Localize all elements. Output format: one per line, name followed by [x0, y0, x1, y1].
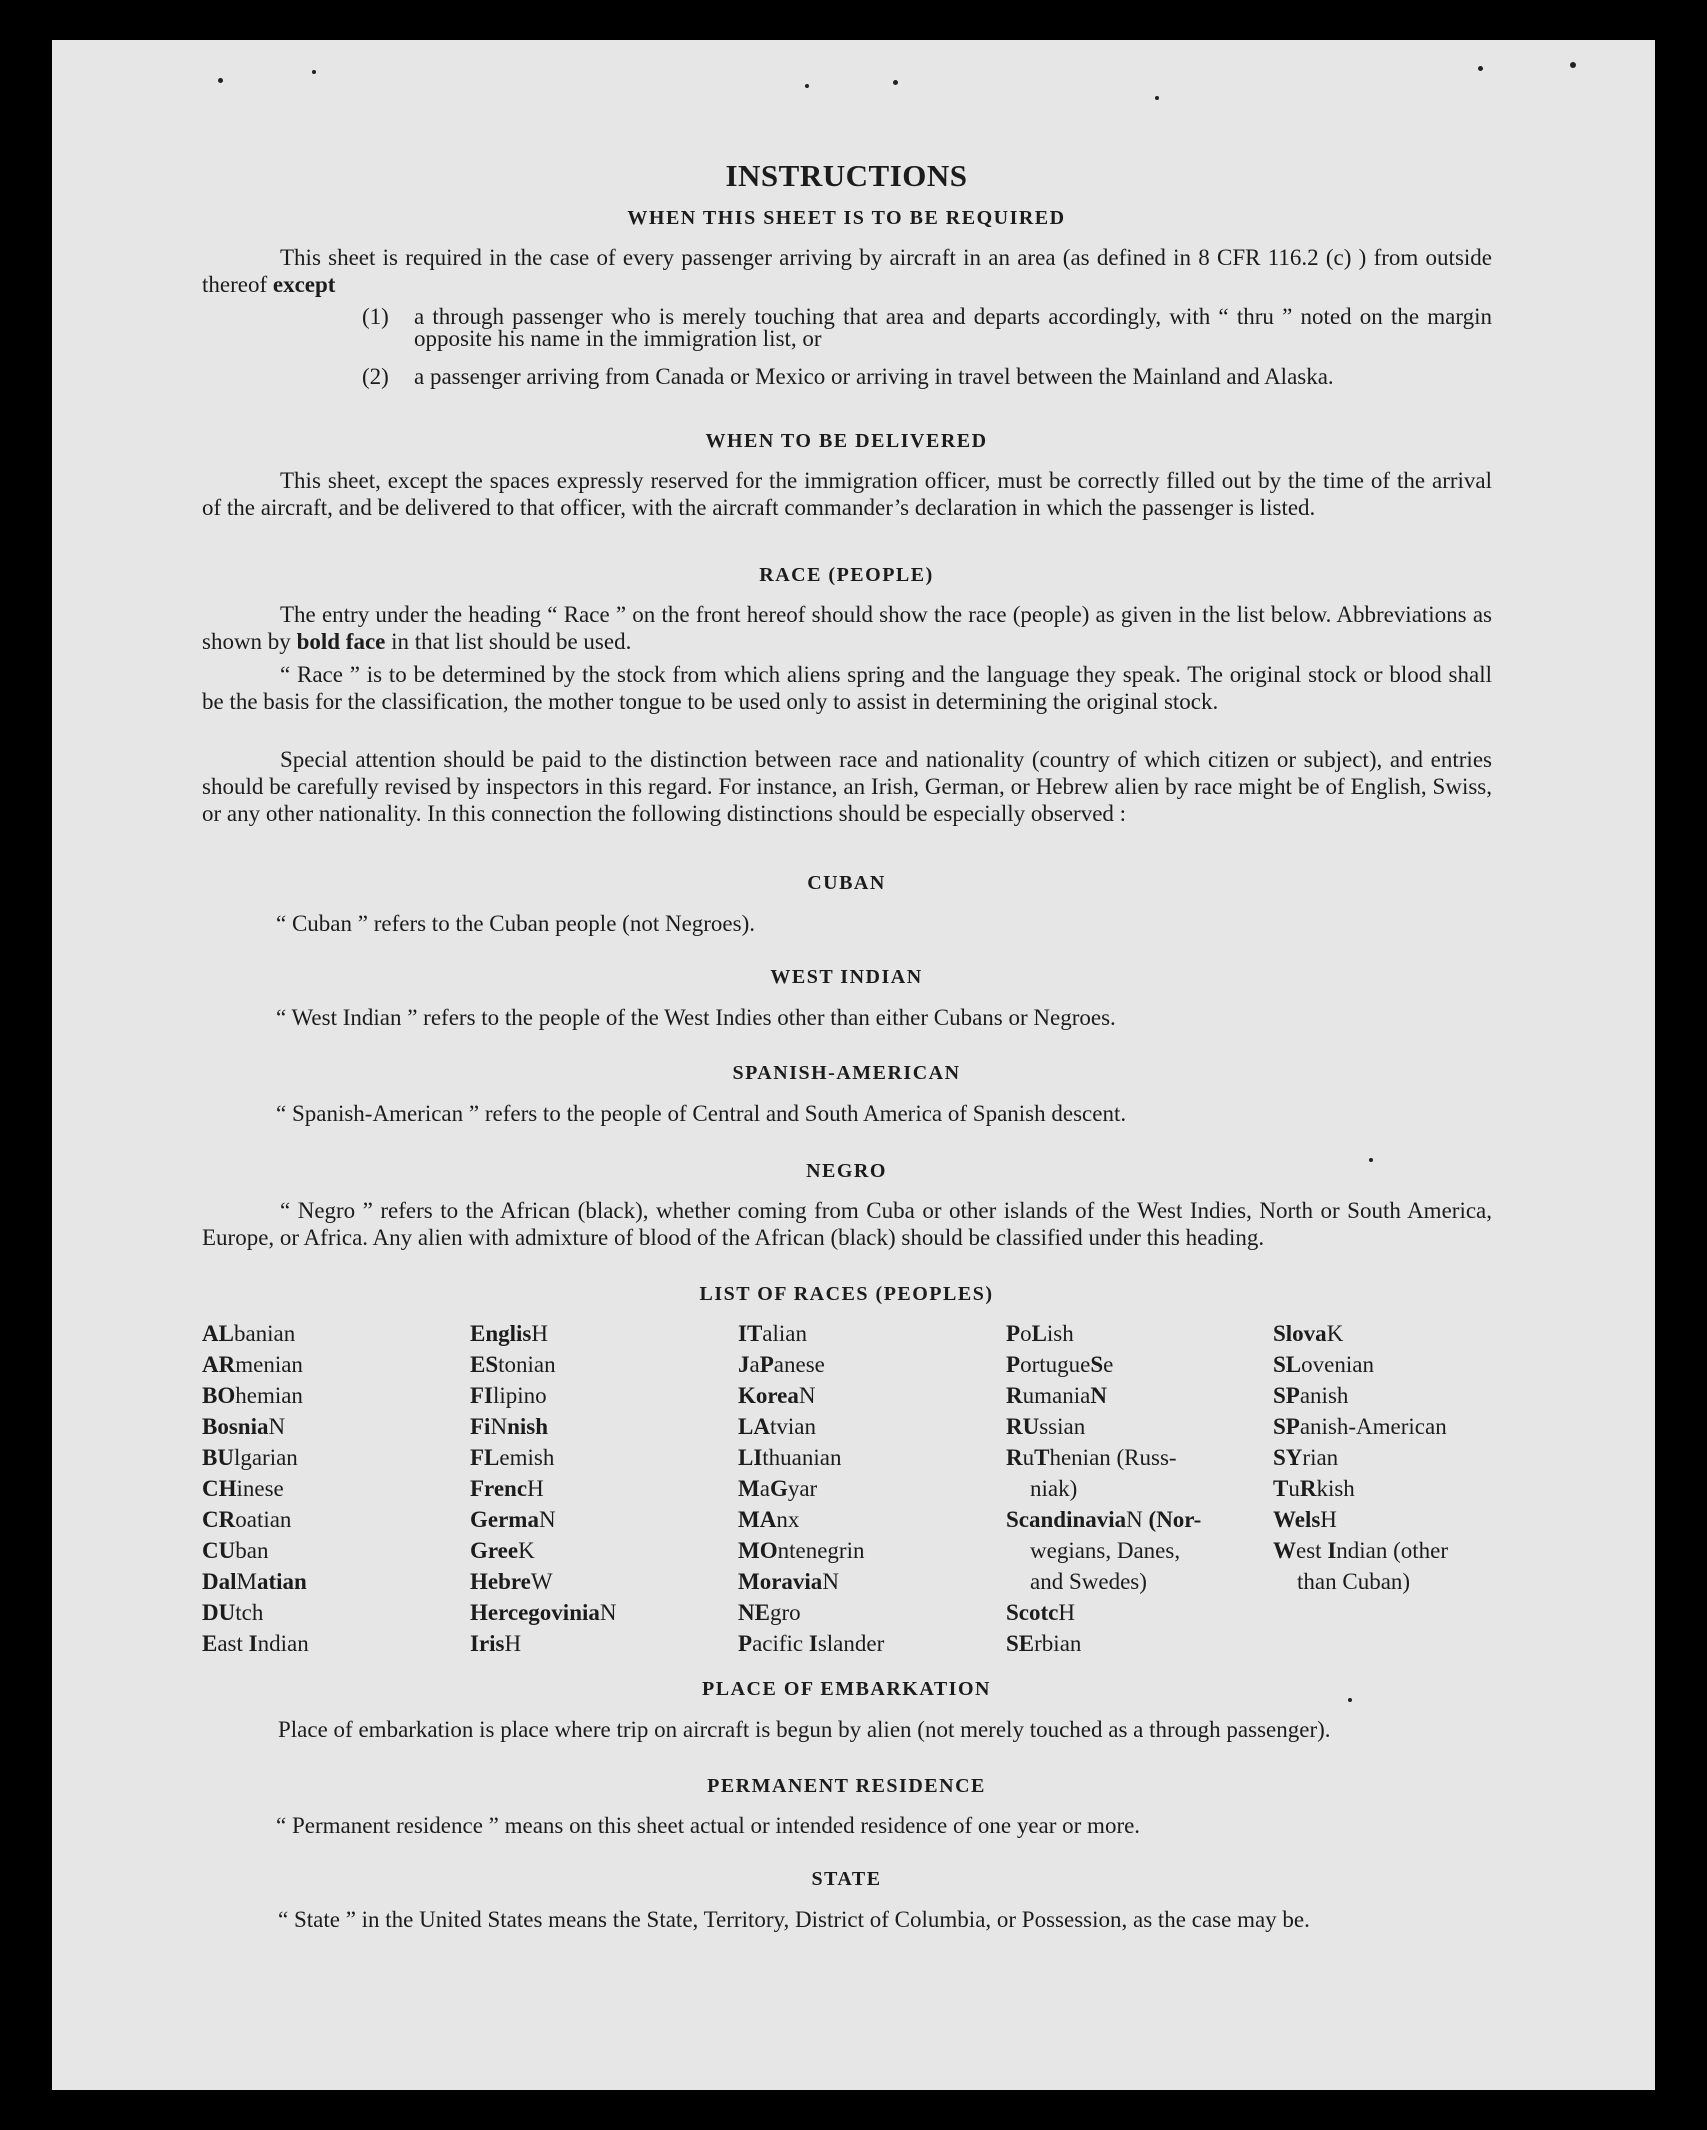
heading-negro: NEGRO — [806, 1160, 887, 1182]
race-entry — [738, 1597, 884, 1628]
heading-cuban: CUBAN — [807, 872, 886, 894]
race-entry — [738, 1349, 884, 1380]
race-text-segment: nish — [507, 1414, 549, 1439]
race-text-segment: e — [1103, 1352, 1114, 1377]
race-text-segment: L — [1031, 1321, 1047, 1346]
race-entry — [470, 1349, 617, 1380]
race-text-segment: emish — [499, 1445, 555, 1470]
race-text-segment: niak) — [1030, 1476, 1078, 1501]
race-text-segment: Germa — [470, 1507, 539, 1532]
race-text-segment: ovenian — [1301, 1352, 1374, 1377]
heading-list-of-races: LIST OF RACES (PEOPLES) — [699, 1283, 994, 1305]
race-text-segment: M — [738, 1476, 760, 1501]
race-entry — [1006, 1442, 1201, 1473]
race-text-segment: lgarian — [233, 1445, 298, 1470]
race-text-segment: SE — [1006, 1631, 1035, 1656]
race-entry — [202, 1504, 309, 1535]
race-text-segment: atian — [256, 1569, 307, 1594]
race-text-segment: N — [268, 1414, 286, 1439]
race-text-segment: alian — [762, 1321, 807, 1346]
race-text-segment: S — [1090, 1352, 1104, 1377]
race-entry — [1273, 1380, 1448, 1411]
when-delivered-text: This sheet, except the spaces expressly reserved for the immigration officer, must be correctly filled out by the time of the arrival of the aircraft, and be delivered to that officer, with the aircraft commander’s declaration in which the passenger is listed. — [202, 468, 1492, 520]
race-text-segment: H — [527, 1476, 544, 1501]
race-text-segment: W — [530, 1569, 553, 1594]
race-text-segment: P — [759, 1352, 774, 1377]
race-text-segment: AL — [202, 1321, 234, 1346]
race-text-segment: tonian — [498, 1352, 556, 1377]
race-entry — [1273, 1535, 1448, 1566]
state-text: “ State ” in the United States means the State, Territory, District of Columbia, or Possession, as the case may be. — [278, 1907, 1310, 1932]
race-text-segment: hemian — [235, 1383, 303, 1408]
race-text-segment: Iris — [470, 1631, 505, 1656]
race-entry — [470, 1597, 617, 1628]
race-text-segment: R — [1006, 1445, 1023, 1470]
race-text-segment: CR — [202, 1507, 236, 1532]
race-text-segment: thuanian — [762, 1445, 842, 1470]
race-entry — [1006, 1535, 1201, 1566]
race-text-segment: I — [248, 1631, 258, 1656]
race-paragraph-2: “ Race ” is to be determined by the stock from which aliens spring and the language they speak. The original stock or blood shall be the basis for the classification, the mother tongue to be used only to assist in determining the original stock. — [202, 662, 1492, 714]
race-text-segment: ES — [470, 1352, 499, 1377]
race-entry — [202, 1349, 309, 1380]
race-entry — [1006, 1566, 1201, 1597]
scan-speck — [218, 78, 223, 83]
race-text-segment: menian — [235, 1352, 303, 1377]
race-text-segment: MO — [738, 1538, 778, 1563]
race-paragraph-1: The entry under the heading “ Race ” on the front hereof should show the race (people) as given in the list below. Abbreviations as shown by bold face in that list should be used. — [202, 602, 1492, 654]
race-text-segment: CU — [202, 1538, 236, 1563]
race-entry — [738, 1535, 884, 1566]
race-entry — [470, 1566, 617, 1597]
race-entry — [1273, 1473, 1448, 1504]
race-text-segment: Frenc — [470, 1476, 528, 1501]
race-text-segment: M — [236, 1569, 257, 1594]
race-entry — [1273, 1349, 1448, 1380]
heading-west-indian: WEST INDIAN — [770, 966, 923, 988]
race-text-segment: DU — [202, 1600, 236, 1625]
race-column — [1273, 1318, 1448, 1597]
race-text-segment: FI — [470, 1383, 493, 1408]
race-text-segment: kish — [1316, 1476, 1355, 1501]
scan-speck — [805, 84, 809, 88]
permanent-residence-text: “ Permanent residence ” means on this sheet actual or intended residence of one year or more. — [276, 1813, 1141, 1838]
race-text-segment: N — [538, 1507, 556, 1532]
west-indian-text: “ West Indian ” refers to the people of the West Indies other than either Cubans or Negroes. — [276, 1005, 1116, 1030]
race-text-segment: nx — [776, 1507, 800, 1532]
race-text-segment: H — [504, 1631, 522, 1656]
race-text-segment: slander — [817, 1631, 885, 1656]
race-text-segment: IT — [738, 1321, 763, 1346]
race-entry — [470, 1628, 617, 1659]
race-text-segment: lipino — [493, 1383, 547, 1408]
race-text-segment: Bosnia — [202, 1414, 269, 1439]
race-text-segment: umania — [1022, 1383, 1091, 1408]
heading-permanent-residence: PERMANENT RESIDENCE — [707, 1775, 986, 1797]
race-entry — [738, 1504, 884, 1535]
race-entry — [202, 1535, 309, 1566]
race-text-segment: ish — [1046, 1321, 1074, 1346]
race-text-segment: Slova — [1273, 1321, 1327, 1346]
heading-spanish-american: SPANISH-AMERICAN — [732, 1062, 961, 1084]
race-text-segment: banian — [233, 1321, 296, 1346]
race-text-segment: N — [1090, 1383, 1107, 1408]
race-text-segment: I — [808, 1631, 818, 1656]
race-text-segment: Fi — [470, 1414, 491, 1439]
race-text-segment: G — [769, 1476, 788, 1501]
race-text-segment: MA — [738, 1507, 777, 1532]
when-required-intro: This sheet is required in the case of every passenger arriving by aircraft in an area (as defined in 8 CFR 116.2 (c) ) from outside thereof except — [202, 245, 1492, 297]
race-text-segment: ban — [235, 1538, 269, 1563]
race-text-segment: H — [1058, 1600, 1075, 1625]
scan-speck — [893, 80, 898, 85]
race-entry — [1006, 1504, 1201, 1535]
race-text-segment: N — [490, 1414, 508, 1439]
race-entry — [738, 1473, 884, 1504]
race-text-segment: tch — [235, 1600, 264, 1625]
race-text-segment: inese — [236, 1476, 284, 1501]
race-text-segment: BU — [202, 1445, 234, 1470]
race-text-segment: SP — [1273, 1383, 1300, 1408]
race-text-segment: LI — [738, 1445, 763, 1470]
race-text-segment: est — [1296, 1538, 1328, 1563]
race-text-segment: acific — [752, 1631, 809, 1656]
race-text-segment: N — [798, 1383, 816, 1408]
race-text-segment: FL — [470, 1445, 500, 1470]
race-text-segment: R — [1006, 1383, 1023, 1408]
race-text-segment: ssian — [1039, 1414, 1086, 1439]
race-text-segment: tvian — [769, 1414, 816, 1439]
race-text-segment: (Nor- — [1142, 1507, 1202, 1532]
heading-when-required: WHEN THIS SHEET IS TO BE REQUIRED — [627, 207, 1066, 229]
scan-speck — [1478, 66, 1483, 71]
race-entry — [470, 1504, 617, 1535]
race-text-segment: Hercegovinia — [470, 1600, 600, 1625]
race-entry — [202, 1411, 309, 1442]
embarkation-text: Place of embarkation is place where trip on aircraft is begun by alien (not merely touched as a through passenger). — [278, 1717, 1331, 1742]
heading-state: STATE — [811, 1868, 882, 1890]
race-entry — [1273, 1442, 1448, 1473]
race-text-segment: henian (Russ- — [1049, 1445, 1177, 1470]
race-text-segment: rian — [1302, 1445, 1339, 1470]
race-entry — [470, 1318, 617, 1349]
race-text-segment: Scandinavia — [1006, 1507, 1127, 1532]
race-entry — [1006, 1628, 1201, 1659]
race-entry — [1273, 1411, 1448, 1442]
race-entry — [202, 1473, 309, 1504]
race-entry — [1273, 1566, 1448, 1597]
race-text-segment: wegians, Danes, — [1030, 1538, 1181, 1563]
race-entry — [738, 1442, 884, 1473]
race-text-segment: NE — [738, 1600, 770, 1625]
race-text-segment: Dal — [202, 1569, 237, 1594]
scan-speck — [1155, 96, 1159, 100]
race-text-segment: a — [749, 1352, 760, 1377]
race-text-segment: Scotc — [1006, 1600, 1059, 1625]
race-paragraph-3: Special attention should be paid to the distinction between race and nationality (country of which citizen or subject), and entries should be carefully revised by inspectors in this regard. For instance, an Irish, German, or Hebrew alien by race might be of English, Swiss, or any other nationality. In this connection the following distinctions should be especially observed : — [202, 747, 1492, 826]
race-text-segment: SP — [1273, 1414, 1300, 1439]
race-text-segment: LA — [738, 1414, 770, 1439]
race-text-segment: Gree — [470, 1538, 519, 1563]
race-text-segment: T — [1034, 1445, 1050, 1470]
race-text-segment: ndian (other — [1336, 1538, 1449, 1563]
race-entry — [738, 1628, 884, 1659]
race-text-segment: yar — [787, 1476, 818, 1501]
race-text-segment: rbian — [1034, 1631, 1082, 1656]
race-entry — [470, 1411, 617, 1442]
race-text-segment: SY — [1273, 1445, 1303, 1470]
race-text-segment: a — [759, 1476, 770, 1501]
race-entry — [470, 1442, 617, 1473]
race-text-segment: N — [822, 1569, 839, 1594]
spanish-american-text: “ Spanish-American ” refers to the people of Central and South America of Spanish descent. — [276, 1101, 1127, 1126]
race-text-segment: CH — [202, 1476, 237, 1501]
race-text-segment: J — [738, 1352, 750, 1377]
cuban-text: “ Cuban ” refers to the Cuban people (not Negroes). — [276, 911, 756, 936]
race-entry — [470, 1535, 617, 1566]
race-text-segment: E — [202, 1631, 218, 1656]
race-text-segment: and Swedes) — [1030, 1569, 1147, 1594]
race-column — [470, 1318, 617, 1659]
race-entry — [738, 1318, 884, 1349]
race-text-segment: anish — [1299, 1383, 1349, 1408]
race-text-segment: RU — [1006, 1414, 1040, 1439]
race-text-segment: K — [1326, 1321, 1344, 1346]
race-entry — [470, 1380, 617, 1411]
race-entry — [202, 1628, 309, 1659]
race-text-segment: Englis — [470, 1321, 532, 1346]
negro-text: “ Negro ” refers to the African (black), whether coming from Cuba or other islands of the West Indies, North or South America, Europe, or Africa. Any alien with admixture of blood of the African (black) should be classified under this heading. — [202, 1198, 1492, 1250]
race-text-segment: ntenegrin — [777, 1538, 865, 1563]
race-entry — [1006, 1349, 1201, 1380]
race-entry — [738, 1380, 884, 1411]
race-column — [1006, 1318, 1201, 1659]
race-entry — [1006, 1411, 1201, 1442]
race-entry — [202, 1442, 309, 1473]
race-entry — [202, 1318, 309, 1349]
race-text-segment: T — [1273, 1476, 1289, 1501]
race-text-segment: I — [1327, 1538, 1337, 1563]
race-text-segment: oatian — [235, 1507, 292, 1532]
race-text-segment: AR — [202, 1352, 236, 1377]
race-text-segment: Korea — [738, 1383, 799, 1408]
race-text-segment: anese — [773, 1352, 825, 1377]
race-text-segment: W — [1273, 1538, 1296, 1563]
race-text-segment: K — [518, 1538, 535, 1563]
race-entry — [1006, 1473, 1201, 1504]
scan-speck — [312, 70, 316, 74]
race-text-segment: R — [1299, 1476, 1317, 1501]
race-entry — [1006, 1380, 1201, 1411]
heading-race: RACE (PEOPLE) — [759, 564, 934, 586]
race-text-segment: gro — [769, 1600, 801, 1625]
heading-embarkation: PLACE OF EMBARKATION — [702, 1678, 991, 1700]
race-text-segment: anish-American — [1299, 1414, 1447, 1439]
race-text-segment: BO — [202, 1383, 236, 1408]
race-entry — [1006, 1597, 1201, 1628]
race-text-segment: Hebre — [470, 1569, 531, 1594]
race-text-segment: P — [1006, 1352, 1021, 1377]
race-entry — [202, 1380, 309, 1411]
race-text-segment: H — [1320, 1507, 1337, 1532]
race-text-segment: N — [599, 1600, 617, 1625]
race-text-segment: H — [531, 1321, 548, 1346]
race-entry — [202, 1566, 309, 1597]
race-entry — [1273, 1318, 1448, 1349]
page-title: INSTRUCTIONS — [725, 158, 968, 193]
race-entry — [1273, 1504, 1448, 1535]
race-entry — [738, 1411, 884, 1442]
race-text-segment: Moravia — [738, 1569, 823, 1594]
race-entry — [470, 1473, 617, 1504]
heading-when-delivered: WHEN TO BE DELIVERED — [705, 430, 988, 452]
race-text-segment: P — [738, 1631, 753, 1656]
race-text-segment: than Cuban) — [1297, 1569, 1411, 1594]
race-text-segment: u — [1288, 1476, 1300, 1501]
race-entry — [202, 1597, 309, 1628]
race-column — [202, 1318, 309, 1659]
race-text-segment: ast — [217, 1631, 249, 1656]
race-text-segment: o — [1020, 1321, 1032, 1346]
race-text-segment: SL — [1273, 1352, 1302, 1377]
race-column — [738, 1318, 884, 1659]
race-text-segment: N — [1126, 1507, 1143, 1532]
race-text-segment: ndian — [257, 1631, 309, 1656]
race-text-segment: u — [1022, 1445, 1035, 1470]
scan-speck — [1570, 62, 1576, 68]
race-text-segment: P — [1006, 1321, 1021, 1346]
race-text-segment: ortugue — [1020, 1352, 1091, 1377]
race-entry — [738, 1566, 884, 1597]
race-entry — [1006, 1318, 1201, 1349]
race-text-segment: Wels — [1273, 1507, 1321, 1532]
